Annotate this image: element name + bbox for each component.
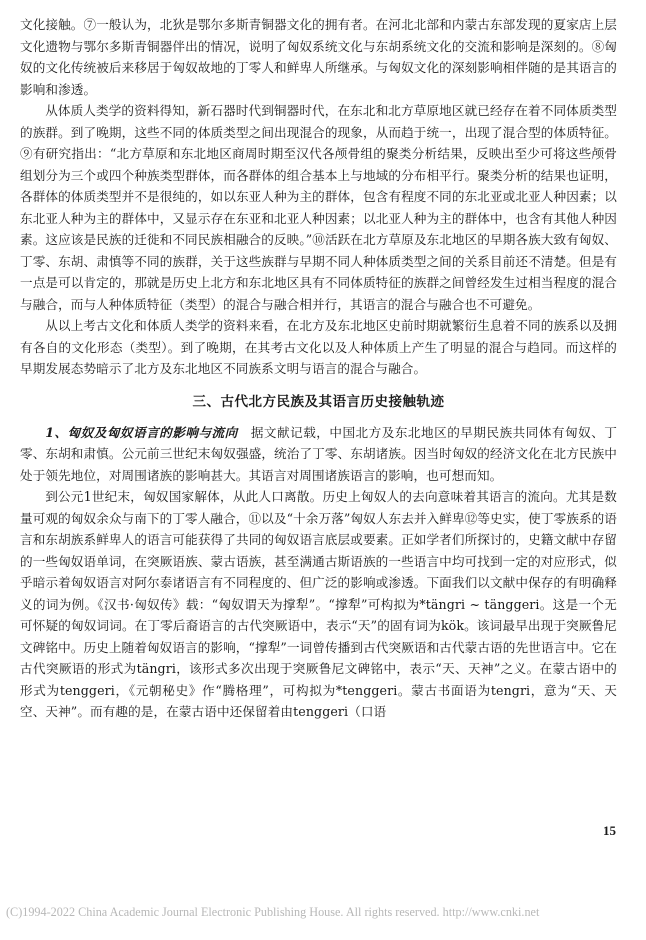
paragraph-summary: 从以上考古文化和体质人类学的资料来看，在北方及东北地区史前时期就繁衍生息着不同的族系以及拥有各自的文化形态（类型）。到了晚期，在其考古文化以及人种体质上产生了明显的混合与趋同。而这样的早期发展态势暗示了北方及东北地区不同族系文明与语言的混合与融合。 [20,318,617,376]
section-title: 三、古代北方民族及其语言历史接触轨迹 [192,393,445,410]
paragraph-culture-contact: 文化接触。⑦一般认为，北狄是鄂尔多斯青铜器文化的拥有者。在河北北部和内蒙古东部发现的夏家店上层文化遗物与鄂尔多斯青铜器伴出的情况，说明了匈奴系统文化与东胡系统文化的交流和影响是深刻的。⑧匈奴的文化传统被后来移居于匈奴故地的丁零人和鲜卑人所继承。与匈奴文化的深刻影响相伴随的是其语言的影响和渗透。 [20,17,617,97]
copyright-footer: (C)1994-2022 China Academic Journal Electronic Publishing House. All rights reserved. http://www.cnki.net [6,905,540,919]
article-body [20,14,617,723]
subsection-heading: 1、匈奴及匈奴语言的影响与流向 [45,424,238,440]
paragraph-physical-anthropology: 从体质人类学的资料得知，新石器时代到铜器时代，在东北和北方草原地区就已经存在着不同体质类型的族群。到了晚期，这些不同的体质类型之间出现混合的现象，从而趋于统一，出现了混合型的体质特征。⑨有研究指出：“北方草原和东北地区商周时期至汉代各颅骨组的聚类分析结果，反映出至少可将这些颅骨组划分为三个或四个种族类型群体，而各群体的组合基本上与地域的分布相平行。聚类分析的结果也证明，各群体的体质类型并不是很纯的，如以东亚人种为主的群体，包含有程度不同的东北亚或北亚人种因素；以东北亚人种为主的群体中，又显示存在东亚和北亚人种因素；以北亚人种为主的群体中，也含有其他人种因素。这应该是民族的迁徙和不同民族相融合的反映。”⑩活跃在北方草原及东北地区的早期各族大致有匈奴、丁零、东胡、肃慎等不同的族群，关于这些族群与早期不同人种体质类型之间的关系目前还不清楚。但是有一点是可以肯定的，那就是历史上北方和东北地区具有不同体质特征的族群之间曾经发生过相当程度的混合与融合，而与人种体质特征（类型）的混合与融合相并行，其语言的混合与融合也不可避免。 [20,103,617,312]
paragraph-xiongnu-intro [20,422,617,487]
paragraph-xiongnu-intro-text: 据文献记载，中国北方及东北地区的早期民族共同体有匈奴、丁零、东胡和肃慎。公元前三世纪末匈奴强盛，统治了丁零、东胡诸族。因当时匈奴的经济文化在北方民族中处于领先地位，对周围诸族的影响甚大。其语言对周围诸族语言的影响，也可想而知。 [20,424,617,483]
paragraph-xiongnu-dispersal: 到公元1世纪末，匈奴国家解体，从此人口离散。历史上匈奴人的去向意味着其语言的流向。尤其是数量可观的匈奴余众与南下的丁零人融合，⑪以及“十余万落”匈奴人东去并入鲜卑⑫等史实，使丁零族系的语言和东胡族系鲜卑人的语言可能获得了共同的匈奴语言底层或要素。正如学者们所探讨的，史籍文献中存留的一些匈奴语单词，在突厥语族、蒙古语族，甚至满通古斯语族的一些语言中均可找到一定的对应形式，似乎暗示着匈奴语言对阿尔泰诸语言有不同程度的、但广泛的影响或渗透。下面我们以文献中保存的有明确释义的词为例。《汉书·匈奴传》载：“匈奴谓天为撑犁”。“撑犁”可构拟为*tängri ~ tänggeri。这是一个无可怀疑的匈奴词词。在丁零后裔语言的古代突厥语中，表示“天”的固有词为kök。该词最早出现于突厥鲁尼文碑铭中。历史上随着匈奴语言的影响，“撑犁”一词曾传播到古代突厥语和古代蒙古语的先世语言中。它在古代突厥语的形式为tängri，该形式多次出现于突厥鲁尼文碑铭中，表示“天、天神”之义。在蒙古语中的形式为tenggeri，《元朝秘史》作“腾格理”，可构拟为*tenggeri。蒙古书面语为tengri，意为“天、天空、天神”。而有趣的是，在蒙古语中还保留着由tenggeri（口语 [20,489,617,719]
page-number: 15 [603,823,616,838]
